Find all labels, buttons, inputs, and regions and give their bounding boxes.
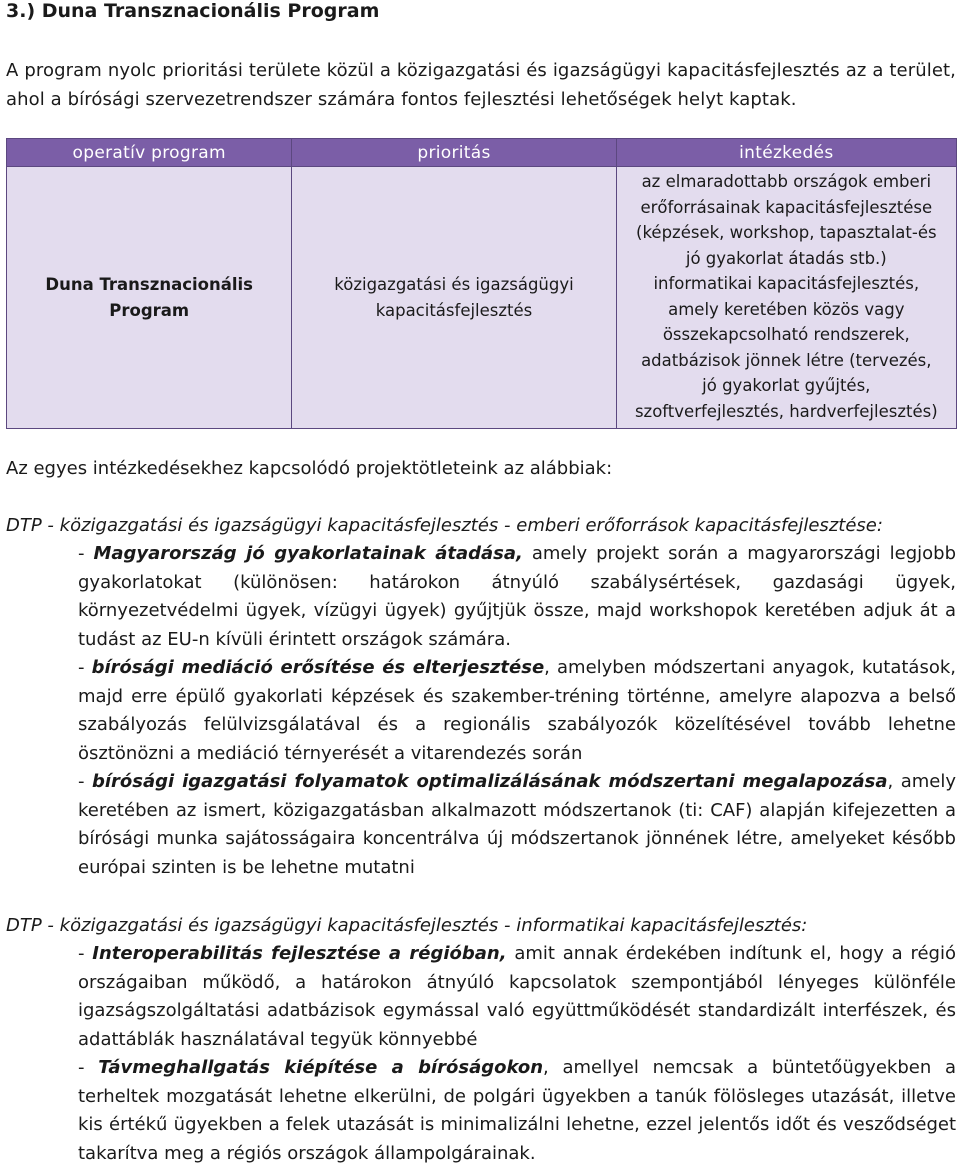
measure-item: az elmaradottabb országok emberi erőforrásainak kapacitásfejlesztése (képzések, workshop, tapasztalat-és jó gyakorlat átadás stb.) <box>636 172 937 268</box>
list-item <box>78 540 956 654</box>
item-dash: - <box>78 657 92 678</box>
header-priority: prioritás <box>292 139 616 167</box>
item-title: Interoperabilitás fejlesztése a régióban, <box>92 943 507 964</box>
item-title: Magyarország jó gyakorlatainak átadása, <box>93 543 523 564</box>
program-table <box>6 138 957 429</box>
section2-title: DTP - közigazgatási és igazságügyi kapacitásfejlesztés - informatikai kapacitásfejlesztés: <box>6 915 808 936</box>
item-dash: - <box>78 771 92 792</box>
item-dash: - <box>78 1057 99 1078</box>
item-text: , amely keretében az ismert, közigazgatásban alkalmazott módszertanok (ti: CAF) alapján kifejezetten a bírósági munka sajátosságaira koncentrálva új módszertanok jönnének létre, amelyeket később európai szinten is be lehetne mutatni <box>78 771 956 878</box>
measure-item: informatikai kapacitásfejlesztés, amely keretében közös vagy összekapcsolható rendszerek, adatbázisok jönnek létre (tervezés, jó gyakorlat gyűjtés, szoftverfejlesztés, hardverfejlesztés) <box>634 274 938 421</box>
item-title: Távmeghallgatás kiépítése a bíróságokon <box>98 1057 544 1078</box>
header-operative-program: operatív program <box>7 139 292 167</box>
item-dash: - <box>78 943 93 964</box>
item-text: amely projekt során a magyarországi legjobb gyakorlatokat (különösen: határokon átnyúló szabálysértések, gazdasági ügyek, környezetvédelmi ügyek, vízügyi ügyek) gyűjtjük össze, majd workshopok keretében adjuk át a tudást az EU-n kívüli érintett országok számára. <box>78 543 956 650</box>
table-header-row <box>7 139 957 167</box>
cell-priority: közigazgatási és igazságügyi kapacitásfejlesztés <box>292 167 616 429</box>
item-text: , amellyel nemcsak a büntetőügyekben a terheltek mozgatását lehetne elkerülni, de polgári ügyekben a tanúk fölösleges utazását, illetve kis értékű ügyekben a felek utazását is minimalizálni lehetne, ezzel jelentős időt és vesződséget takarítva meg a régiós országok állampolgárainak. <box>78 1057 957 1164</box>
cell-program: Duna Transznacionális Program <box>7 167 292 429</box>
header-measure: intézkedés <box>616 139 956 167</box>
intro-paragraph: A program nyolc prioritási területe közül a közigazgatási és igazságügyi kapacitásfejlesztés az a terület, ahol a bírósági szervezetrendszer számára fontos fejlesztési lehetőségek helyt kaptak. <box>6 60 956 110</box>
list-item <box>78 1054 956 1168</box>
list-item <box>78 654 956 768</box>
item-dash: - <box>78 543 94 564</box>
item-title: bírósági igazgatási folyamatok optimalizálásának módszertani megalapozása <box>91 771 888 792</box>
list-item <box>78 940 956 1054</box>
item-text: amit annak érdekében indítunk el, hogy a régió országaiban működő, a határokon átnyúló kapcsolatok szempontjából lényeges különféle igazságszolgáltatási adatbázisok egymással való együttműködését standardizált interfészek, és adattáblák használatával tegyük könnyebbé <box>78 943 956 1050</box>
item-title: bírósági mediáció erősítése és elterjesztése <box>91 657 545 678</box>
list-item <box>78 768 956 882</box>
section-heading: 3.) Duna Transznacionális Program <box>6 0 380 22</box>
cell-measures <box>616 167 956 429</box>
item-text: , amelyben módszertani anyagok, kutatások, majd erre épülő gyakorlati képzések és szakember-tréning történne, amelyre alapozva a belső szabályozás felülvizsgálatával és a regionális szabályozók közelítésével tovább lehetne ösztönözni a mediáció térnyerését a vitarendezés során <box>78 657 956 764</box>
table-row <box>7 167 957 429</box>
section1-title: DTP - közigazgatási és igazságügyi kapacitásfejlesztés - emberi erőforrások kapacitásfejlesztése: <box>6 515 883 536</box>
lead-text: Az egyes intézkedésekhez kapcsolódó projektötleteink az alábbiak: <box>6 458 613 479</box>
